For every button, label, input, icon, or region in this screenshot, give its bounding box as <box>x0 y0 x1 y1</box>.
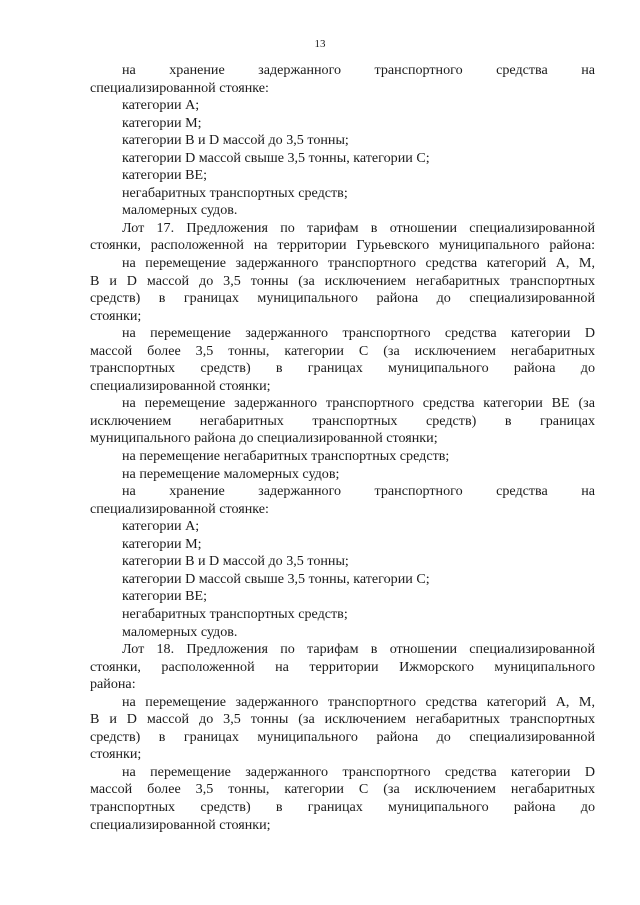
text-line: на перемещение негабаритных транспортных средств; <box>122 448 450 465</box>
page-number: 13 <box>314 38 326 50</box>
text-line: B и D массой до 3,5 тонны (за исключением негабаритных транспортных <box>90 711 595 728</box>
text-line: на перемещение задержанного транспортного средства категорий А, М, <box>122 693 595 710</box>
text-line: на перемещение задержанного транспортного средства категорий А, М, <box>122 255 595 272</box>
text-line: муниципального района до специализированной стоянки; <box>90 430 438 447</box>
text-line: категории B и D массой до 3,5 тонны; <box>122 553 349 570</box>
text-line: стоянки, расположенной на территории Гурьевского муниципального района: <box>90 237 595 254</box>
text-line: стоянки, расположенной на территории Ижморского муниципального <box>90 658 595 675</box>
text-line: на хранение задержанного транспортного средства на <box>122 483 595 500</box>
text-line: средств) в границах муниципального района до специализированной <box>90 290 595 307</box>
text-line: специализированной стоянки; <box>90 377 271 394</box>
text-line: стоянки; <box>90 307 142 324</box>
text-line: категории ВЕ; <box>122 588 207 605</box>
text-line: массой более 3,5 тонны, категории С (за исключением негабаритных <box>90 342 595 359</box>
text-line: на перемещение маломерных судов; <box>122 465 340 482</box>
text-line: транспортных средств) в границах муниципального района до <box>90 798 595 815</box>
text-line: специализированной стоянке: <box>90 79 269 96</box>
document-body <box>90 62 595 834</box>
text-line: маломерных судов. <box>122 623 238 640</box>
text-line: категории М; <box>122 114 202 131</box>
text-line: транспортных средств) в границах муниципального района до <box>90 360 595 377</box>
text-line: массой более 3,5 тонны, категории С (за исключением негабаритных <box>90 781 595 798</box>
text-line: категории D массой свыше 3,5 тонны, категории С; <box>122 570 430 587</box>
text-line: средств) в границах муниципального района до специализированной <box>90 728 595 745</box>
text-line: B и D массой до 3,5 тонны (за исключением негабаритных транспортных <box>90 272 595 289</box>
text-line: Лот 18. Предложения по тарифам в отношении специализированной <box>122 641 595 658</box>
text-line: на хранение задержанного транспортного средства на <box>122 62 595 78</box>
text-line: на перемещение задержанного транспортного средства категории D <box>122 325 595 342</box>
text-line: категории М; <box>122 535 202 552</box>
text-line: исключением негабаритных транспортных средств) в границах <box>90 412 595 429</box>
text-line: категории ВЕ; <box>122 167 207 184</box>
text-line: негабаритных транспортных средств; <box>122 184 348 201</box>
text-line: района: <box>90 676 136 693</box>
text-line: категории А; <box>122 518 200 535</box>
text-line: стоянки; <box>90 746 142 763</box>
text-line: Лот 17. Предложения по тарифам в отношении специализированной <box>122 219 595 236</box>
text-line: маломерных судов. <box>122 202 238 219</box>
text-line: на перемещение задержанного транспортного средства категории ВЕ (за <box>122 395 595 412</box>
text-line: на перемещение задержанного транспортного средства категории D <box>122 763 595 780</box>
text-line: категории B и D массой до 3,5 тонны; <box>122 132 349 149</box>
text-line: категории D массой свыше 3,5 тонны, категории С; <box>122 149 430 166</box>
text-line: специализированной стоянки; <box>90 816 271 833</box>
text-line: категории А; <box>122 97 200 114</box>
text-line: негабаритных транспортных средств; <box>122 605 348 622</box>
text-line: специализированной стоянке: <box>90 500 269 517</box>
